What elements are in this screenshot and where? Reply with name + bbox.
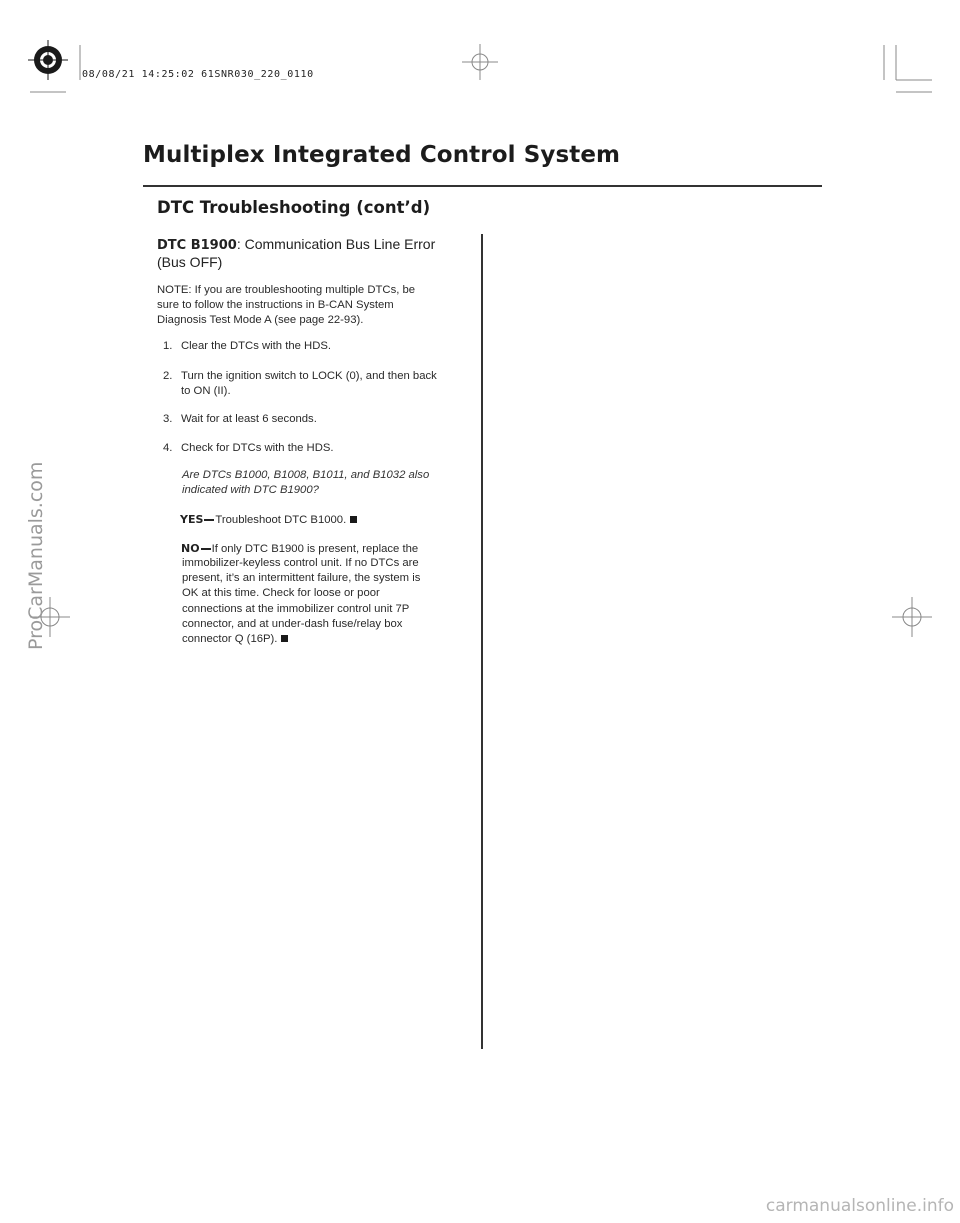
- no-text-line: OK at this time. Check for loose or poor: [182, 587, 380, 600]
- question-line: indicated with DTC B1900?: [182, 484, 319, 496]
- diagnostic-question: [182, 468, 472, 498]
- dash-icon: [201, 548, 211, 549]
- step-number: 1.: [163, 340, 173, 352]
- note-line: NOTE: If you are troubleshooting multiple DTCs, be: [157, 284, 416, 296]
- step-number: 2.: [163, 370, 173, 382]
- dash-icon: [204, 519, 214, 520]
- watermark-bottom: carmanualsonline.info: [765, 1196, 954, 1216]
- no-text-line: present, it’s an intermittent failure, the system is: [182, 572, 421, 585]
- step-2: [163, 369, 473, 399]
- step-3: [163, 412, 473, 427]
- dtc-description-line-2: (Bus OFF): [157, 254, 223, 270]
- yes-text: Troubleshoot DTC B1000.: [215, 514, 347, 526]
- no-text-line: connector Q (16P).: [182, 633, 278, 646]
- yes-answer: [180, 512, 480, 528]
- note-line: Diagnosis Test Mode A (see page 22-93).: [157, 314, 364, 327]
- dtc-code: DTC B1900: [157, 238, 237, 253]
- watermark-left: ProCarManuals.com: [25, 461, 47, 650]
- step-text: Wait for at least 6 seconds.: [181, 413, 317, 425]
- step-text: Turn the ignition switch to LOCK (0), and then back: [181, 370, 437, 382]
- no-answer: [181, 541, 481, 557]
- question-line: Are DTCs B1000, B1008, B1011, and B1032 also: [182, 469, 430, 481]
- step-text: Clear the DTCs with the HDS.: [181, 340, 332, 352]
- section-subtitle: DTC Troubleshooting (cont’d): [157, 198, 431, 217]
- page-title: Multiplex Integrated Control System: [143, 142, 621, 168]
- step-number: 4.: [163, 442, 173, 454]
- column-divider: [481, 234, 483, 1049]
- title-rule: [143, 185, 822, 187]
- target-mark-top-left: [28, 40, 68, 80]
- note-block: [157, 283, 477, 329]
- step-text-continued: to ON (II).: [181, 385, 231, 398]
- yes-label: YES: [180, 513, 204, 526]
- step-4: [163, 441, 473, 456]
- dtc-heading: [157, 236, 477, 270]
- no-text-line: If only DTC B1900 is present, replace the: [211, 543, 419, 555]
- step-1: [163, 339, 473, 354]
- print-stamp: 08/08/21 14:25:02 61SNR030_220_0110: [82, 69, 314, 80]
- dtc-description: : Communication Bus Line Error: [236, 236, 436, 252]
- step-text: Check for DTCs with the HDS.: [181, 442, 334, 454]
- no-text-line: connector, and at under-dash fuse/relay box: [182, 617, 403, 630]
- end-square-icon: [350, 516, 357, 523]
- crosshair-top-center: [462, 44, 498, 80]
- no-text-line: immobilizer-keyless control unit. If no DTCs are: [182, 557, 419, 569]
- dtc-heading-line-1: [157, 236, 477, 254]
- end-square-icon: [281, 635, 288, 642]
- no-text-line: connections at the immobilizer control unit 7P: [182, 602, 410, 615]
- crosshair-right-middle: [892, 597, 932, 637]
- no-label: NO: [181, 542, 200, 555]
- note-line: sure to follow the instructions in B-CAN System: [157, 299, 394, 312]
- step-number: 3.: [163, 413, 173, 425]
- no-answer-body: [182, 556, 472, 647]
